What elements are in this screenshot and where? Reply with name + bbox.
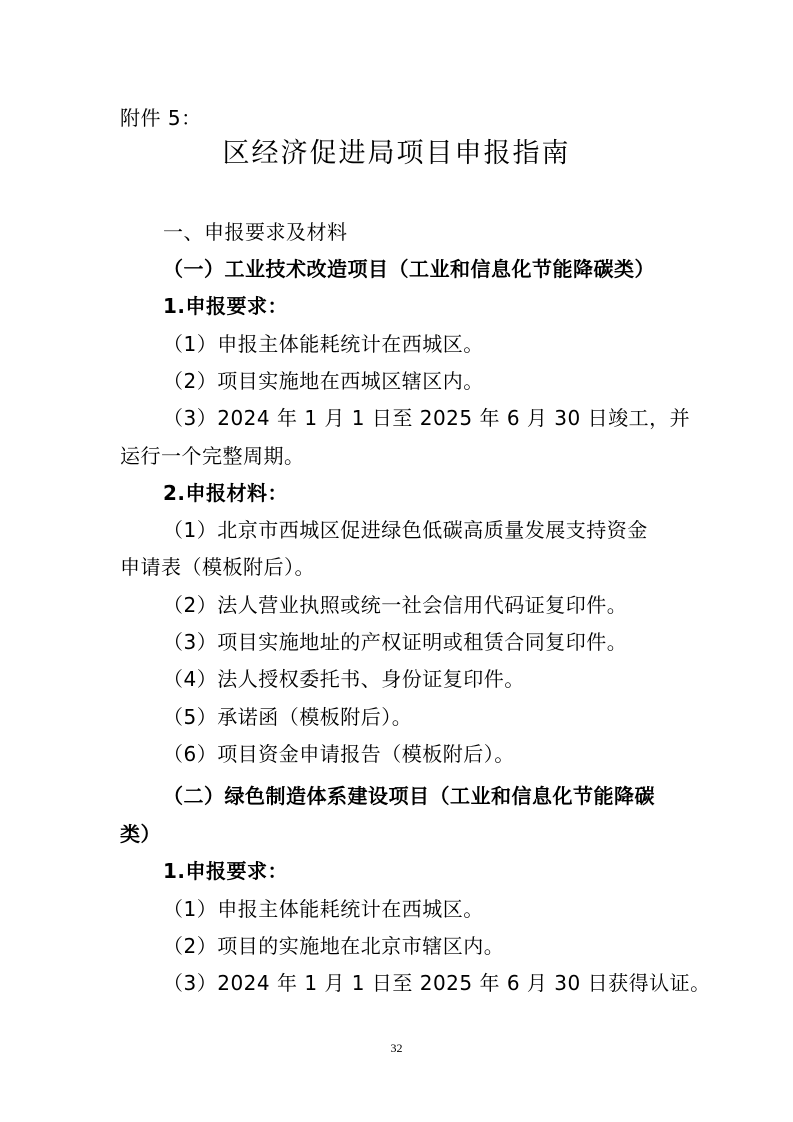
project-one-material-item: （3）项目实施地址的产权证明或租赁合同复印件。 [163,630,628,654]
project-two-requirements-heading: 1.申报要求： [163,859,289,883]
project-one-requirement-item: （2）项目实施地在西城区辖区内。 [163,369,484,393]
project-one-material-item: （4）法人授权委托书、身份证复印件。 [163,667,525,691]
page-number: 32 [390,1041,403,1055]
project-one-material-item: （5）承诺函（模板附后）。 [163,705,413,729]
project-one-requirement-item: （3）2024 年 1 月 1 日至 2025 年 6 月 30 日竣工，并 [163,406,691,430]
project-two-requirement-item: （3）2024 年 1 月 1 日至 2025 年 6 月 30 日获得认证。 [163,971,711,995]
project-two-heading: （二）绿色制造体系建设项目（工业和信息化节能降碳 [163,784,655,808]
project-one-requirement-item: （1）申报主体能耗统计在西城区。 [163,332,484,356]
attachment-label: 附件 5： [120,106,202,130]
project-one-heading: （一）工业技术改造项目（工业和信息化节能降碳类） [163,257,655,281]
project-two-heading-continuation: 类） [120,822,161,846]
project-one-material-item: （1）北京市西城区促进绿色低碳高质量发展支持资金 [163,518,648,542]
project-one-materials-heading: 2.申报材料： [163,481,289,505]
project-one-requirements-heading: 1.申报要求： [163,294,289,318]
project-one-material-item: （6）项目资金申请报告（模板附后）。 [163,742,515,766]
document-title: 区经济促进局项目申报指南 [222,138,571,169]
project-one-requirement-continuation: 运行一个完整周期。 [120,444,305,468]
project-one-material-continuation: 申请表（模板附后）。 [120,555,315,579]
project-two-requirement-item: （1）申报主体能耗统计在西城区。 [163,897,484,921]
project-one-material-item: （2）法人营业执照或统一社会信用代码证复印件。 [163,593,628,617]
section-heading: 一、申报要求及材料 [163,220,348,244]
project-two-requirement-item: （2）项目的实施地在北京市辖区内。 [163,934,505,958]
